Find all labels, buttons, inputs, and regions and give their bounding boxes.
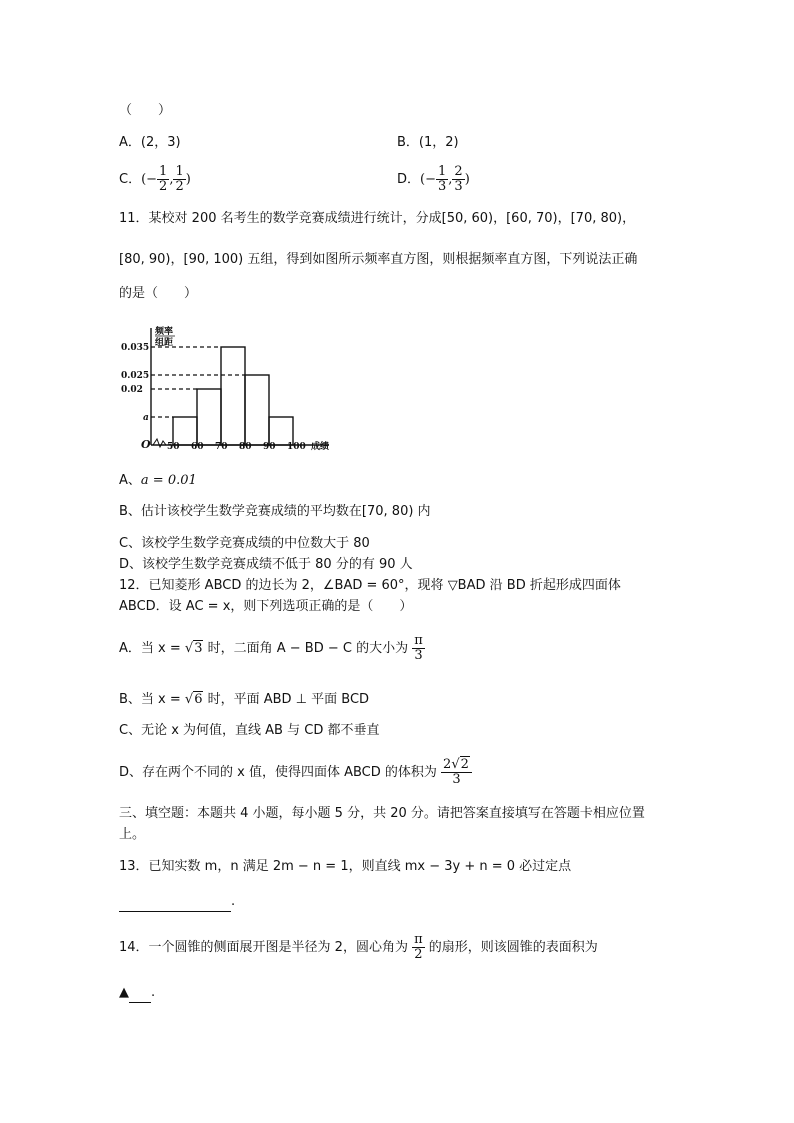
axis-break-mark <box>153 439 166 447</box>
y-axis-label-bottom: 组距 <box>155 338 174 348</box>
q10-option-b: B．(1，2) <box>397 135 459 150</box>
x-tick-label: 90 <box>263 442 276 452</box>
section3-heading-line2: 上。 <box>119 827 146 842</box>
histogram-bar <box>221 347 245 445</box>
q11-option-d: D、该校学生数学竞赛成绩不低于 80 分的有 90 人 <box>119 557 413 572</box>
histogram-bar <box>269 417 293 445</box>
histogram-bar <box>245 375 269 445</box>
fraction: $\frac{1}{2}$ <box>175 164 184 194</box>
histogram-bar <box>173 417 197 445</box>
fraction: $\frac{\pi}{3}$ <box>414 633 423 663</box>
x-tick-label: 80 <box>239 442 252 452</box>
answer-blank[interactable] <box>129 988 151 1003</box>
q11-option-c: C、该校学生数学竞赛成绩的中位数大于 80 <box>119 536 370 551</box>
x-tick-label: 100 <box>287 442 306 452</box>
histogram-bar <box>197 389 221 445</box>
x-tick-label: 70 <box>215 442 228 452</box>
origin-label: O <box>141 438 151 451</box>
y-tick-label: 0.025 <box>121 371 150 381</box>
answer-blank[interactable] <box>119 897 231 912</box>
fraction: $\frac{2}{3}$ <box>454 164 463 194</box>
q12-option-d: D、存在两个不同的 x 值，使得四面体 ABCD 的体积为 $\frac{2√2}{3}$ <box>119 755 472 791</box>
option-label: C． <box>119 172 142 187</box>
q10-paren: （ ） <box>119 103 172 118</box>
x-tick-label: 60 <box>191 442 204 452</box>
q12-stem-line1: 12．已知菱形 ABCD 的边长为 2，∠BAD = 60°，现将 ▽BAD 沿 BD 折起形成四面体 <box>119 578 621 593</box>
q12-stem-line2: ABCD．设 AC = x，则下列选项正确的是（ ） <box>119 599 413 614</box>
section3-heading-line1: 三、填空题：本题共 4 小题，每小题 5 分，共 20 分。请把答案直接填写在答题卡相应位置 <box>119 806 645 821</box>
option-label: D． <box>397 172 421 187</box>
q13-answer-line: . <box>119 892 235 912</box>
q11-stem-line3: 的是（ ） <box>119 286 198 301</box>
y-tick-label: a <box>143 413 149 423</box>
q12-option-a: A．当 x = √3 时，二面角 A − BD − C 的大小为 $\frac{\pi}{3}$ <box>119 633 423 663</box>
x-axis-label: 成绩 <box>311 442 330 452</box>
y-tick-label: 0.035 <box>121 343 150 353</box>
q12-option-b: B、当 x = √6 时，平面 ABD ⊥ 平面 BCD <box>119 692 370 707</box>
q11-stem-line2: [80, 90)，[90, 100) 五组，得到如图所示频率直方图，则根据频率直方图，下列说法正确 <box>119 252 638 267</box>
q10-option-d: D．(− $\frac{1}{3}$ , $\frac{2}{3}$ ) <box>397 164 470 194</box>
frequency-histogram <box>117 324 337 454</box>
fraction: $\frac{2√2}{3}$ <box>441 758 472 787</box>
sqrt: √6 <box>184 692 203 707</box>
fraction: $\frac{1}{2}$ <box>159 164 168 194</box>
q12-option-c: C、无论 x 为何值，直线 AB 与 CD 都不垂直 <box>119 723 380 738</box>
fraction: $\frac{1}{3}$ <box>437 164 447 194</box>
q14-answer-line: ▲ . <box>119 983 155 1003</box>
q14-stem: 14．一个圆锥的侧面展开图是半径为 2，圆心角为 $\frac{\pi}{2}$ 的扇形，则该圆锥的表面积为 <box>119 932 598 962</box>
x-tick-label: 50 <box>167 442 180 452</box>
y-axis-label-top: 频率 <box>155 327 174 337</box>
sqrt: √3 <box>184 641 203 656</box>
triangle-marker-icon: ▲ <box>119 985 129 1000</box>
q10-option-c: C．(− $\frac{1}{2}$ , $\frac{1}{2}$ ) <box>119 164 191 194</box>
y-tick-label: 0.02 <box>121 385 143 395</box>
q11-option-b: B、估计该校学生数学竞赛成绩的平均数在[70, 80) 内 <box>119 504 431 519</box>
fraction: $\frac{\pi}{2}$ <box>414 932 423 962</box>
q11-option-a: A、a = 0.01 <box>119 473 197 488</box>
q10-option-a: A．(2，3) <box>119 135 181 150</box>
q13-stem: 13．已知实数 m，n 满足 2m − n = 1，则直线 mx − 3y + n = 0 必过定点 <box>119 859 572 874</box>
q11-stem-line1: 11．某校对 200 名考生的数学竞赛成绩进行统计，分成[50, 60)，[60, 70)，[70, 80)， <box>119 211 636 226</box>
